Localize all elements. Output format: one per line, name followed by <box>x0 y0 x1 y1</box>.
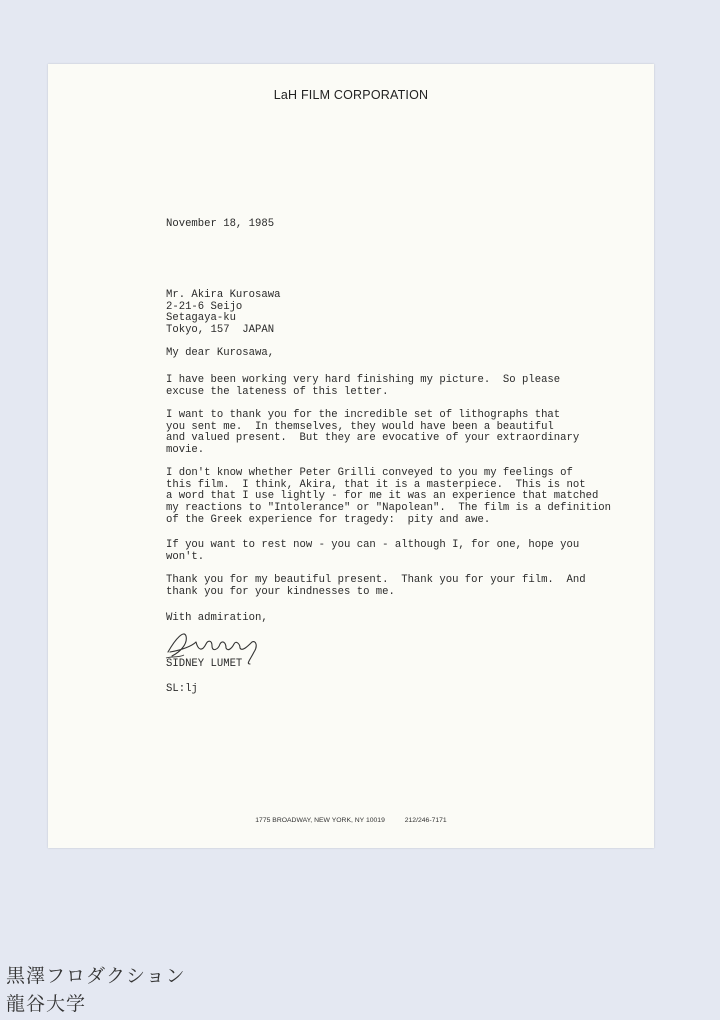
footer-address: 1775 BROADWAY, NEW YORK, NY 10019 <box>255 817 385 824</box>
paragraph-4: If you want to rest now - you can - although I, for one, hope you won't. <box>166 539 580 563</box>
archive-watermark <box>6 962 186 1018</box>
paragraph-3: I don't know whether Peter Grilli conveyed to you my feelings of this film. I think, Akira, that it is a masterpiece. This is not a word that I use lightly - for me it was an experience that matched my reactions to "Intolerance" or "Napolean". The film is a definition of the Greek experience for tragedy: pity and awe. <box>166 467 612 526</box>
paragraph-1: I have been working very hard finishing my picture. So please excuse the lateness of this letter. <box>166 374 561 398</box>
salutation: My dear Kurosawa, <box>166 347 275 359</box>
paragraph-5: Thank you for my beautiful present. Thank you for your film. And thank you for your kindnesses to me. <box>166 574 586 598</box>
closing: With admiration, <box>166 612 268 624</box>
address-line: Mr. Akira Kurosawa <box>166 289 281 301</box>
watermark-line-1: 黒澤フロダクション <box>6 965 186 987</box>
watermark-line-2: 龍谷大学 <box>6 993 87 1015</box>
recipient-address <box>166 290 280 337</box>
paragraph-2: I want to thank you for the incredible set of lithographs that you sent me. In themselves, they would have been a beautiful and valued present. But they are evocative of your extraordinary movie. <box>166 409 580 457</box>
letterhead: LaH FILM CORPORATION <box>273 88 429 102</box>
address-line: 2-21-6 Seijo <box>166 300 243 313</box>
footer-phone: 212/246-7171 <box>404 817 447 824</box>
address-line: Tokyo, 157 JAPAN <box>166 324 275 337</box>
letter-page <box>48 64 654 848</box>
reference-initials: SL:lj <box>166 683 198 695</box>
address-line: Setagaya-ku <box>166 312 236 325</box>
letter-date: November 18, 1985 <box>166 218 275 230</box>
letterhead-footer <box>48 817 654 824</box>
signer-name: SIDNEY LUMET <box>166 658 243 670</box>
